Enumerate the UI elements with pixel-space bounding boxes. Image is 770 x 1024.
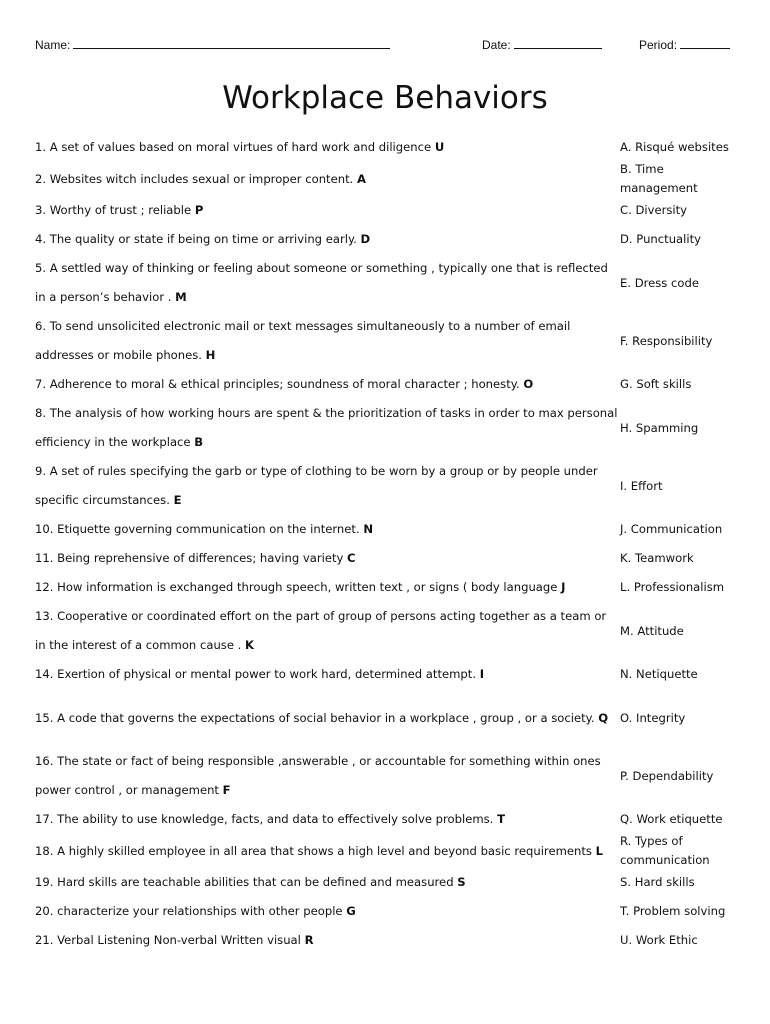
- answer-choice: M. Attitude: [620, 623, 684, 638]
- answer-letter: E: [173, 493, 182, 507]
- answer-choice: U. Work Ethic: [620, 933, 698, 947]
- question-text: 13. Cooperative or coordinated effort on the part of group of persons acting together as a team or in the interest of a common cause . K: [35, 609, 607, 652]
- list-item: [35, 689, 740, 747]
- answer-letter: P: [194, 203, 204, 217]
- matching-list: [35, 133, 740, 955]
- question-text: 21. Verbal Listening Non-verbal Written visual R: [35, 933, 314, 947]
- date-blank-line[interactable]: [514, 36, 602, 49]
- list-item: [35, 897, 740, 926]
- list-item: [35, 399, 740, 457]
- list-item: [35, 457, 740, 515]
- period-field: [639, 36, 730, 52]
- worksheet-header: [35, 36, 740, 56]
- answer-choice: R. Types of communication: [620, 834, 710, 867]
- answer-choice: P. Dependability: [620, 768, 714, 783]
- answer-choice: N. Netiquette: [620, 667, 698, 681]
- answer-choice: E. Dress code: [620, 275, 699, 290]
- answer-letter: I: [479, 667, 485, 681]
- list-item: [35, 254, 740, 312]
- answer-letter: F: [222, 783, 231, 797]
- answer-letter: H: [205, 348, 216, 362]
- answer-choice: A. Risqué websites: [620, 140, 729, 154]
- answer-choice: F. Responsibility: [620, 333, 713, 348]
- list-item: [35, 868, 740, 897]
- answer-letter: A: [357, 171, 366, 186]
- answer-letter: C: [347, 551, 356, 565]
- question-text: 10. Etiquette governing communication on the internet. N: [35, 522, 374, 536]
- question-text: 2. Websites witch includes sexual or improper content. A: [35, 171, 366, 186]
- date-label: Date:: [482, 38, 511, 52]
- question-text: 4. The quality or state if being on time or arriving early. D: [35, 232, 371, 246]
- period-label: Period:: [639, 38, 678, 52]
- answer-letter: U: [434, 140, 445, 154]
- list-item: [35, 834, 740, 868]
- answer-choice: I. Effort: [620, 478, 663, 493]
- answer-letter: S: [457, 875, 466, 889]
- page-title: Workplace Behaviors: [222, 80, 548, 116]
- answer-letter: M: [175, 290, 187, 304]
- name-blank-line[interactable]: [73, 36, 390, 49]
- question-text: 5. A settled way of thinking or feeling about someone or something , typically one that is reflected in a person’s behavior . M: [35, 261, 608, 304]
- answer-choice: L. Professionalism: [620, 580, 725, 594]
- answer-choice: S. Hard skills: [620, 875, 695, 889]
- answer-choice: O. Integrity: [620, 710, 686, 725]
- question-text: 15. A code that governs the expectations of social behavior in a workplace , group , or a society. Q: [35, 710, 609, 725]
- question-text: 7. Adherence to moral & ethical principles; soundness of moral character ; honesty. O: [35, 377, 534, 391]
- answer-letter: G: [346, 904, 356, 918]
- list-item: [35, 515, 740, 544]
- answer-choice: B. Time management: [620, 162, 698, 195]
- question-text: 3. Worthy of trust ; reliable P: [35, 203, 204, 217]
- answer-letter: L: [595, 843, 604, 858]
- list-item: [35, 162, 740, 196]
- list-item: [35, 660, 740, 689]
- answer-letter: R: [304, 933, 314, 947]
- answer-letter: Q: [598, 710, 609, 725]
- answer-choice: K. Teamwork: [620, 551, 694, 565]
- answer-letter: D: [360, 232, 371, 246]
- date-field: [482, 36, 602, 52]
- list-item: [35, 747, 740, 805]
- question-text: 14. Exertion of physical or mental power to work hard, determined attempt. I: [35, 667, 485, 681]
- answer-choice: C. Diversity: [620, 203, 688, 217]
- question-text: 9. A set of rules specifying the garb or type of clothing to be worn by a group or by people under specific circumstances. E: [35, 464, 598, 507]
- list-item: [35, 573, 740, 602]
- answer-letter: O: [523, 377, 534, 391]
- answer-letter: B: [194, 435, 204, 449]
- question-text: 19. Hard skills are teachable abilities that can be defined and measured S: [35, 875, 466, 889]
- period-blank-line[interactable]: [680, 36, 730, 49]
- list-item: [35, 225, 740, 254]
- name-field: [35, 36, 390, 52]
- list-item: [35, 602, 740, 660]
- question-text: 18. A highly skilled employee in all area that shows a high level and beyond basic requirements L: [35, 843, 604, 858]
- answer-choice: T. Problem solving: [620, 904, 726, 918]
- question-text: 1. A set of values based on moral virtues of hard work and diligence U: [35, 140, 445, 154]
- question-text: 12. How information is exchanged through speech, written text , or signs ( body language J: [35, 580, 566, 594]
- question-text: 6. To send unsolicited electronic mail or text messages simultaneously to a number of email addresses or mobile phones. H: [35, 319, 571, 362]
- name-label: Name:: [35, 38, 71, 52]
- answer-letter: T: [497, 812, 505, 826]
- answer-choice: D. Punctuality: [620, 232, 702, 246]
- answer-letter: N: [363, 522, 374, 536]
- question-text: 16. The state or fact of being responsible ,answerable , or accountable for something within ones power control , or management F: [35, 754, 601, 797]
- list-item: [35, 312, 740, 370]
- answer-choice: J. Communication: [620, 522, 723, 536]
- question-text: 8. The analysis of how working hours are spent & the prioritization of tasks in order to max personal efficiency in the workplace B: [35, 406, 618, 449]
- list-item: [35, 805, 740, 834]
- list-item: [35, 926, 740, 955]
- question-text: 17. The ability to use knowledge, facts, and data to effectively solve problems. T: [35, 812, 505, 826]
- answer-choice: H. Spamming: [620, 420, 699, 435]
- list-item: [35, 196, 740, 225]
- answer-letter: J: [561, 580, 566, 594]
- question-text: 11. Being reprehensive of differences; having variety C: [35, 551, 356, 565]
- list-item: [35, 370, 740, 399]
- question-text: 20. characterize your relationships with other people G: [35, 904, 356, 918]
- list-item: [35, 544, 740, 573]
- answer-letter: K: [245, 638, 255, 652]
- answer-choice: Q. Work etiquette: [620, 812, 723, 826]
- answer-choice: G. Soft skills: [620, 377, 692, 391]
- list-item: [35, 133, 740, 162]
